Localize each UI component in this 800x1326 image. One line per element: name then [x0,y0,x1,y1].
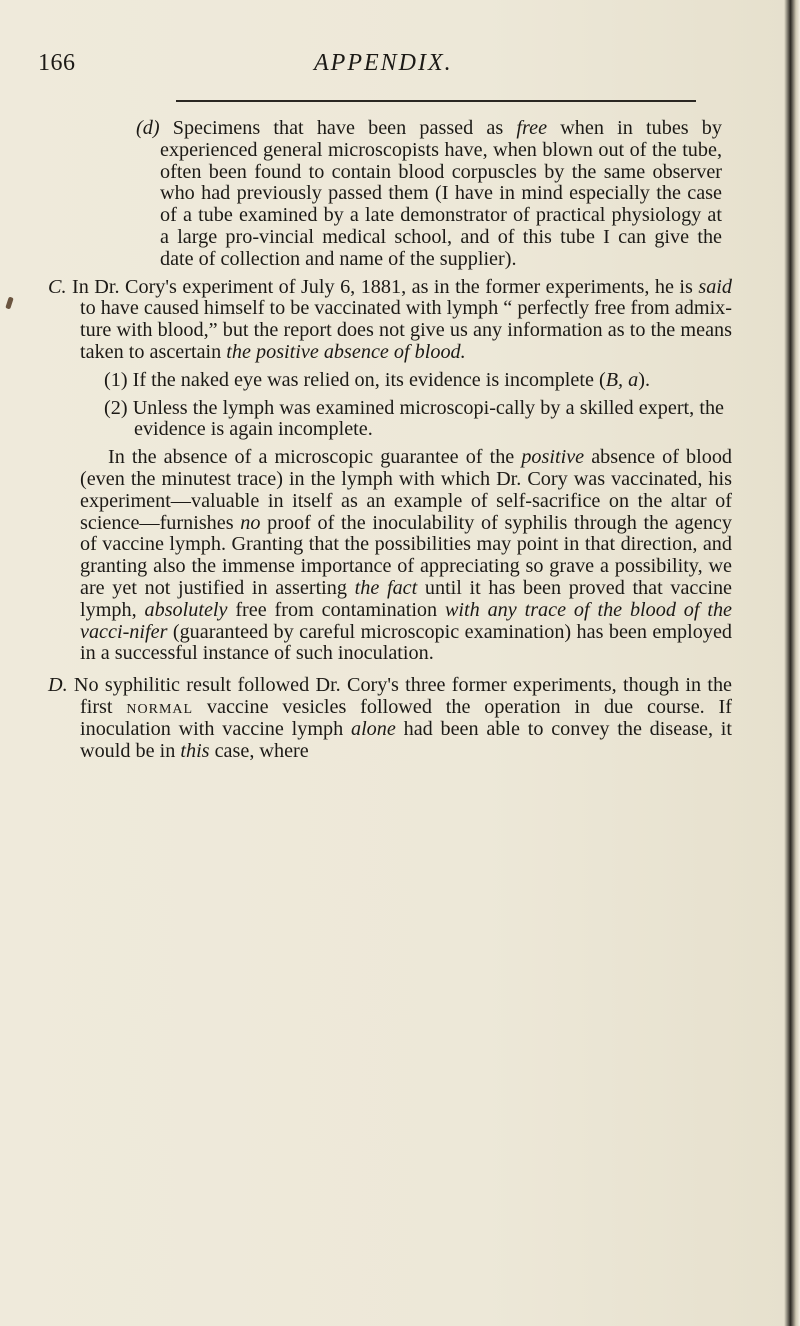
text-run: In Dr. Cory's experiment of July 6, 1881, as in the former experiments, he is [66,275,699,298]
section-c [48,277,732,364]
emphasis: no [240,511,261,534]
emphasis: said [698,275,732,298]
section-d [48,675,732,762]
ink-mark [5,297,13,310]
text-run: If the naked eye was relied on, its evidence is incomplete ( [127,368,606,391]
page-binding-edge [784,0,800,1326]
emphasis: alone [350,717,396,740]
text-run: until it has been proved that vaccine lymph, [80,576,733,621]
page-number: 166 [38,50,76,76]
emphasis: positive [521,446,585,469]
text-run: when in tubes by experienced general microscopists have, when blown out of the tube, often been found to contain blood corpuscles by the same observer who had previously passed them (I have in mind especially the case of a tube examined by a late demonstrator of practical physiology at a large pro-vincial medical school, and of this tube I can give the date of collection and name of the supplier). [160,117,722,270]
item-label: (d) [136,117,160,139]
text-run: free from contamination [227,598,445,621]
text-run: Unless the lymph was examined microscopi-cally by a skilled expert, the evidence is again incomplete. [127,396,724,441]
emphasis: with any trace of the blood of the vacci-nifer [80,598,733,643]
emphasis: absolutely [144,598,228,621]
text-run: had been able to convey the disease, it would be in [80,717,732,762]
text-run: (guaranteed by careful microscopic examination) has been employed in a successful instance of such inoculation. [80,620,732,665]
text-run: proof of the inoculability of syphilis through the agency of vaccine lymph. Granting that the possibilities may point in that direction, and granting also the immense importance of appreciating so grave a possibility, we are yet not justified in asserting [80,511,732,599]
header-rule [176,100,696,102]
text-run: Specimens that have been passed as [172,117,517,139]
emphasis: B, a [605,368,639,391]
small-caps-word: normal [126,695,194,718]
item-label: (1) [104,368,128,391]
emphasis: free [516,117,548,139]
text-run: to have caused himself to be vaccinated with lymph “ perfectly free from admix-ture with blood,” but the report does not give us any information as to the means taken to ascertain [80,297,732,363]
text-run: ). [638,368,651,391]
text-run: vaccine vesicles followed the operation in due course. If inoculation with vaccine lymph [80,695,732,740]
body-paragraph [48,447,732,665]
text-run: absence of blood (even the minutest trace) in the lymph with which Dr. Cory was vaccinated, his experiment—valuable in itself as an example of self-sacrifice on the altar of science—furnishes [80,446,733,534]
page-header [38,50,730,90]
emphasis: this [180,739,210,762]
item-label: (2) [104,396,128,419]
text-run: case, where [209,739,309,762]
emphasis: the positive absence of blood. [226,340,466,363]
paragraph-d [48,118,722,271]
running-head: APPENDIX. [314,50,453,76]
body-text [48,118,732,762]
section-label: C. [48,275,67,298]
section-label: D. [48,674,68,697]
emphasis: the fact [354,576,418,599]
numbered-item-2 [48,398,724,442]
text-run: In the absence of a microscopic guarantee of the [108,446,522,469]
numbered-item-1 [48,370,724,392]
text-run: No syphilitic result followed Dr. Cory's three former experiments, though in the first [67,674,732,718]
